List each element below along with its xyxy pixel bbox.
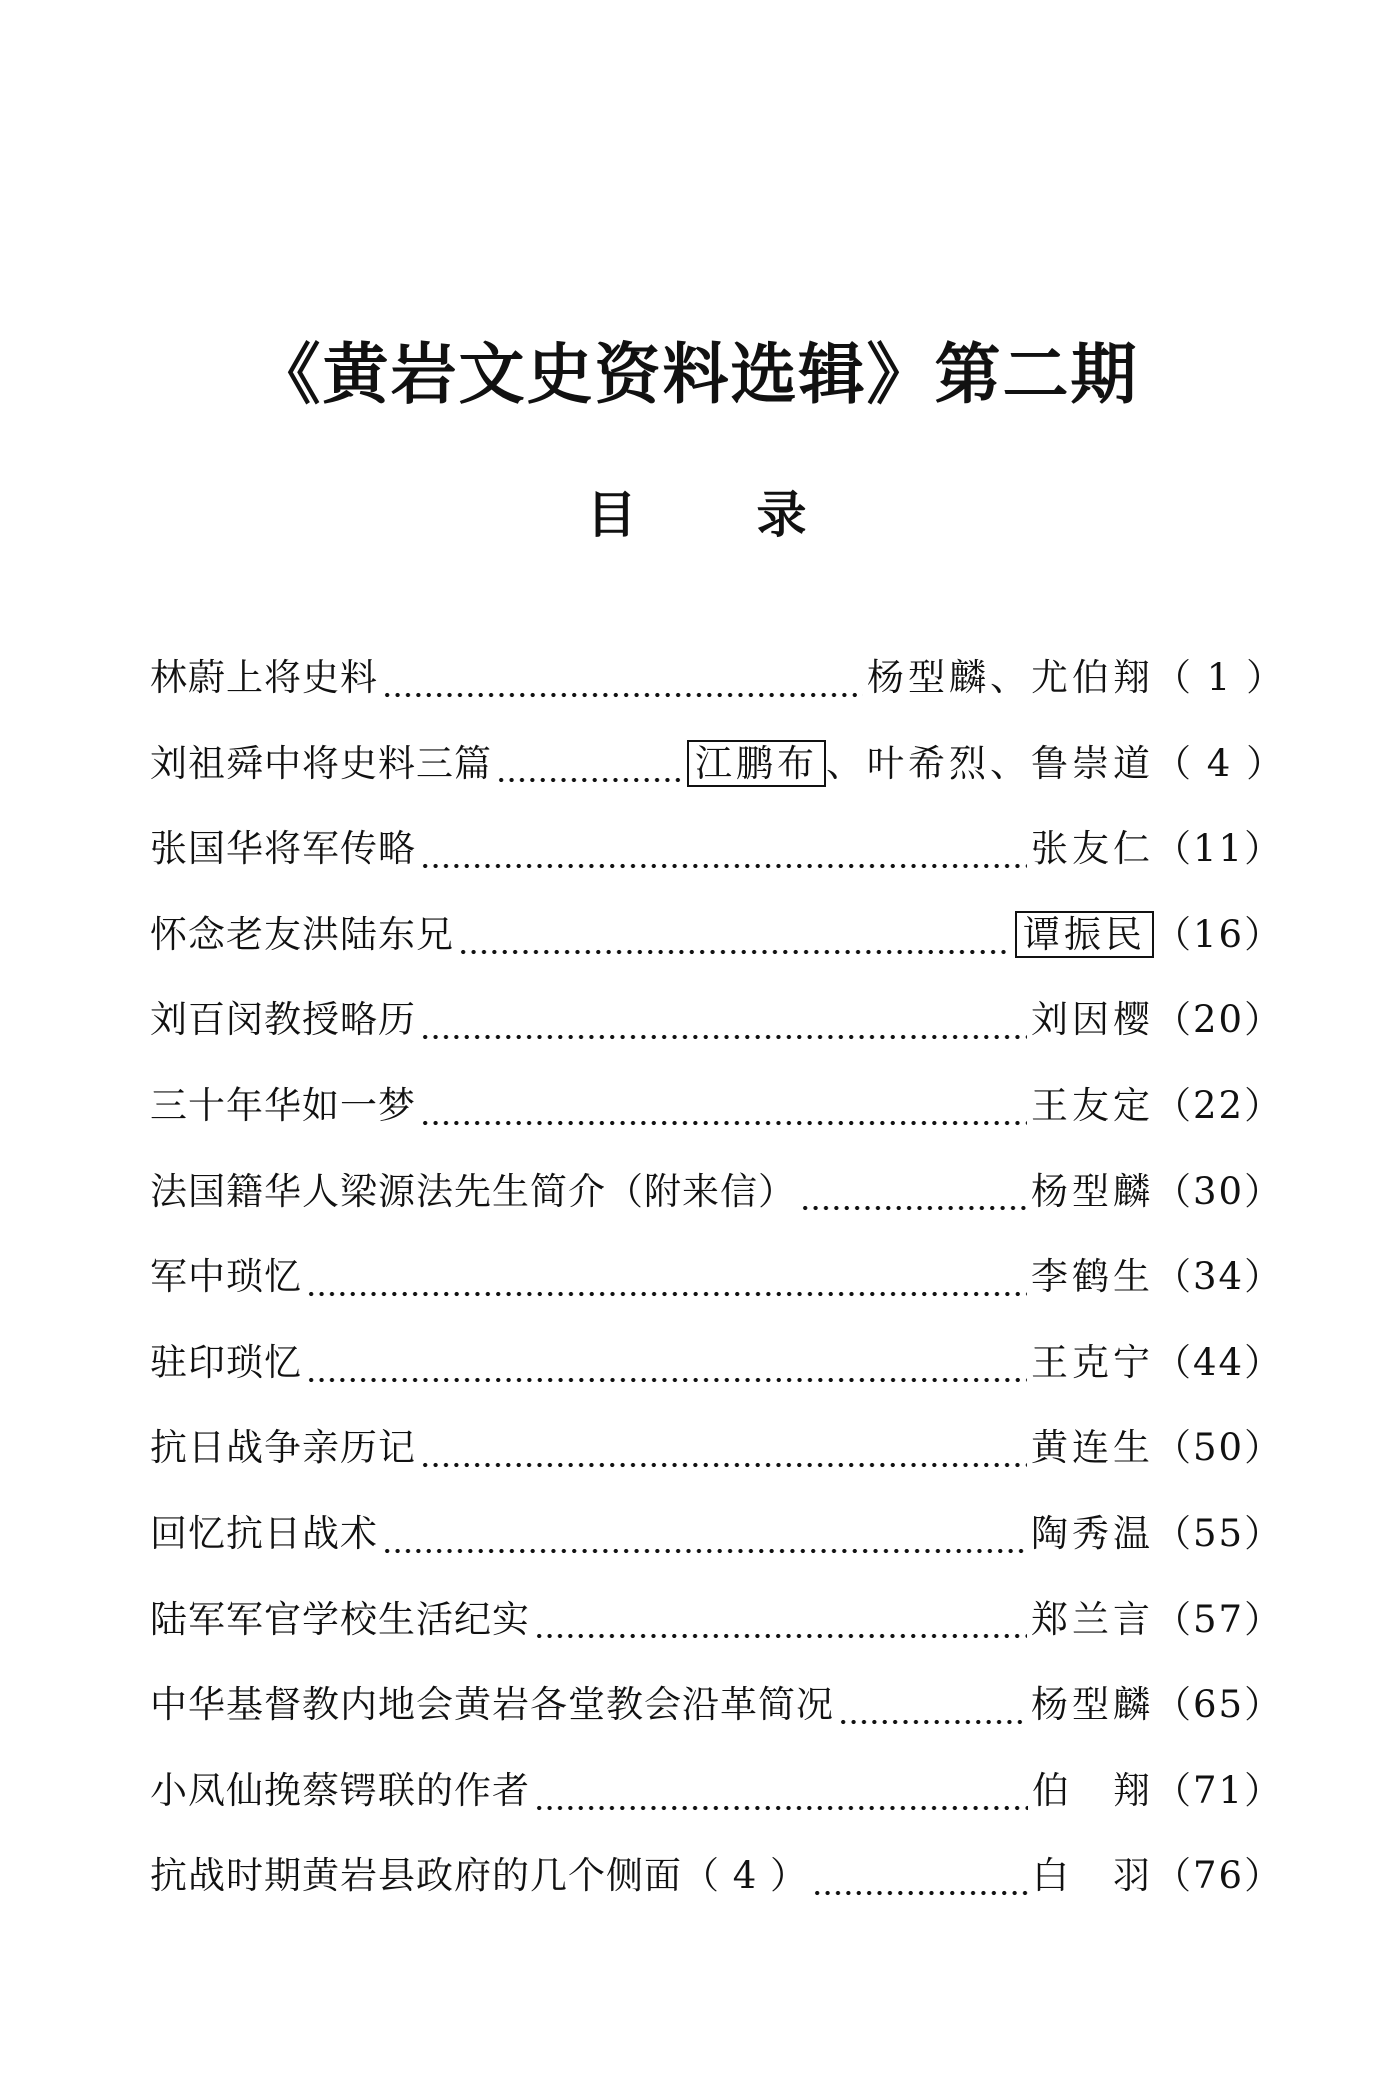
toc-entry-title: 中华基督教内地会黄岩各堂教会沿革简况 <box>150 1683 834 1727</box>
toc-entry-page: （57） <box>1154 1597 1284 1641</box>
toc-entry-page: （65） <box>1154 1683 1284 1727</box>
toc-entry <box>150 1675 1284 1761</box>
toc-entry <box>150 819 1284 905</box>
dot-leader <box>534 1801 1028 1815</box>
toc-entry <box>150 1504 1284 1590</box>
toc-entry-author <box>1032 1761 1154 1821</box>
dot-leader <box>800 1201 1027 1215</box>
dot-leader <box>534 1629 1027 1643</box>
toc-entry-title: 驻印琐忆 <box>150 1340 302 1384</box>
toc-entry-author: 刘因樱 <box>1031 998 1154 1042</box>
toc-entry-author-rest: 、叶希烈、鲁崇道 <box>826 741 1154 785</box>
toc-entry-author-char-1: 白 <box>1032 1854 1073 1898</box>
toc-entry-page: （16） <box>1154 912 1284 956</box>
toc-entry <box>150 1846 1284 1932</box>
toc-entry-author: 李鹤生 <box>1031 1255 1154 1299</box>
dot-leader <box>496 773 683 787</box>
toc-entry-page: （50） <box>1154 1426 1284 1470</box>
toc-entry-author-char-1: 伯 <box>1032 1768 1073 1812</box>
toc-entry-author <box>1015 905 1154 965</box>
dot-leader <box>838 1715 1027 1729</box>
toc-entry <box>150 648 1286 734</box>
toc-entry <box>150 1590 1284 1676</box>
toc-entry-author: 郑兰言 <box>1031 1597 1154 1641</box>
toc-entry <box>150 990 1284 1076</box>
toc-entry-page: （76） <box>1154 1854 1284 1898</box>
toc-entry-author: 黄连生 <box>1031 1426 1154 1470</box>
toc-entry-author: 张友仁 <box>1031 827 1154 871</box>
toc-entry-author-char-2: 羽 <box>1113 1854 1154 1898</box>
toc-entry <box>150 905 1284 991</box>
toc-entry-author: 杨型麟、尤伯翔 <box>867 656 1154 699</box>
dot-leader <box>420 1030 1027 1044</box>
toc-entry-author-char-2: 翔 <box>1113 1768 1154 1812</box>
toc-entry <box>150 1418 1284 1504</box>
toc-entry-title: 刘百闵教授略历 <box>150 998 416 1042</box>
toc-entry-page: （20） <box>1154 998 1284 1042</box>
toc-entry <box>150 734 1286 820</box>
toc-entry-title: 法国籍华人梁源法先生简介（附来信） <box>150 1169 796 1213</box>
contents-heading-char-1: 目 <box>586 486 637 544</box>
page-title: 《黄岩文史资料选辑》第二期 <box>254 336 1139 413</box>
toc-entry-author: 王友定 <box>1031 1083 1154 1127</box>
contents-heading <box>0 480 1393 550</box>
dot-leader <box>812 1886 1028 1900</box>
toc-entry-page: （ 4 ） <box>1154 741 1286 785</box>
toc-entry-author <box>1032 1846 1154 1906</box>
dot-leader <box>420 1458 1027 1472</box>
toc-entry-title: 军中琐忆 <box>150 1255 302 1299</box>
toc-entry-title: 回忆抗日战术 <box>150 1511 378 1555</box>
toc-entry-title: 怀念老友洪陆东兄 <box>150 912 454 956</box>
toc-entry-title: 刘祖舜中将史料三篇 <box>150 741 492 785</box>
toc-entry-page: （30） <box>1154 1169 1284 1213</box>
dot-leader <box>306 1287 1027 1301</box>
toc-entry-author: 陶秀温 <box>1031 1511 1154 1555</box>
toc-entry <box>150 1162 1284 1248</box>
toc-entry-author: 杨型麟 <box>1031 1169 1154 1213</box>
toc-entry-page: （44） <box>1154 1340 1284 1384</box>
contents-heading-char-2: 录 <box>756 486 807 544</box>
toc-entry-title: 小凤仙挽蔡锷联的作者 <box>150 1768 530 1812</box>
toc-entry-page: （ 1 ） <box>1154 656 1286 699</box>
toc-entry-author <box>687 734 1154 794</box>
toc-entry <box>150 1247 1284 1333</box>
dot-leader <box>382 688 863 702</box>
toc-entry-title: 林蔚上将史料 <box>150 656 378 699</box>
toc-entry-author: 杨型麟 <box>1031 1683 1154 1727</box>
toc-entry-page: （34） <box>1154 1255 1284 1299</box>
boxed-author-name: 江鹏布 <box>687 740 826 787</box>
toc-entry-page: （22） <box>1154 1083 1284 1127</box>
dot-leader <box>458 945 1011 959</box>
toc-entry-title: 张国华将军传略 <box>150 827 416 871</box>
boxed-author-name: 谭振民 <box>1015 911 1154 958</box>
toc-entry <box>150 1333 1284 1419</box>
dot-leader <box>420 859 1027 873</box>
toc-entry <box>150 1076 1284 1162</box>
toc-entry-title: 抗日战争亲历记 <box>150 1426 416 1470</box>
toc-entry-title: 三十年华如一梦 <box>150 1083 416 1127</box>
toc-entry-title: 抗战时期黄岩县政府的几个侧面（ 4 ） <box>150 1854 809 1898</box>
dot-leader <box>382 1544 1027 1558</box>
toc-entry <box>150 1761 1284 1847</box>
toc-entry-title: 陆军军官学校生活纪实 <box>150 1597 530 1641</box>
toc-entry-page: （71） <box>1154 1768 1284 1812</box>
dot-leader <box>420 1116 1027 1130</box>
toc-entry-author: 王克宁 <box>1031 1340 1154 1384</box>
dot-leader <box>306 1373 1027 1387</box>
toc-entry-page: （55） <box>1154 1511 1284 1555</box>
table-of-contents <box>150 648 1286 1932</box>
toc-entry-page: （11） <box>1154 827 1284 871</box>
